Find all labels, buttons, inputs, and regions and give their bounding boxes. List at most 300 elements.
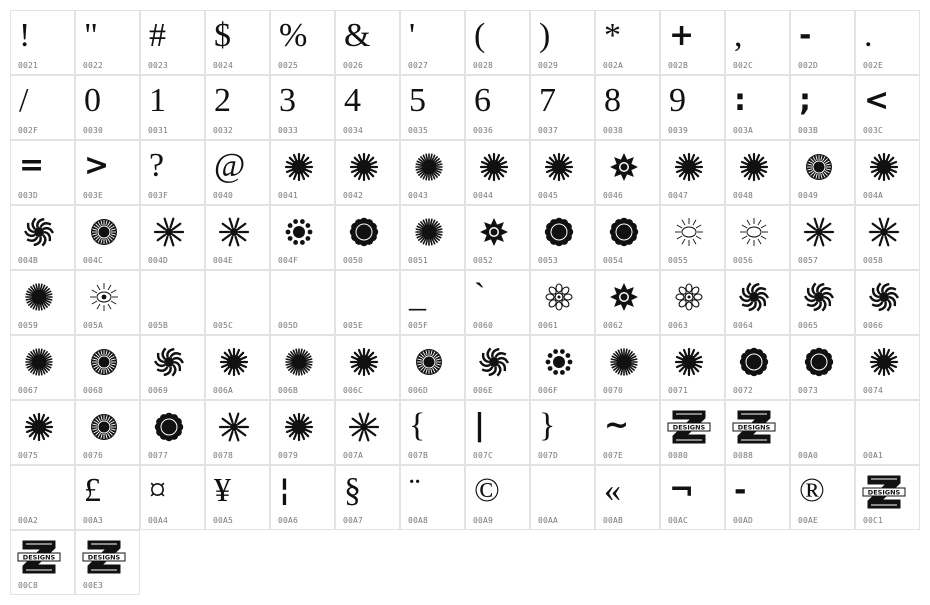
glyph-code-label: 005F	[408, 321, 429, 330]
glyph-code-label: 00AD	[733, 516, 754, 525]
glyph-cell	[335, 465, 400, 530]
glyph-character: `	[474, 277, 486, 314]
glyph-cell	[75, 270, 140, 335]
z-designs-logo	[862, 472, 906, 512]
glyph-character: =	[19, 148, 45, 183]
glyph-character: ~	[604, 408, 630, 443]
sun-eye-icon	[82, 277, 126, 317]
glyph-code-label: 00A9	[473, 516, 494, 525]
glyph-cell	[855, 270, 920, 335]
glyph-code-label: 0063	[668, 321, 689, 330]
glyph-code-label: 0055	[668, 256, 689, 265]
glyph-character: 9	[669, 82, 686, 119]
glyph-code-label: 003A	[733, 126, 754, 135]
glyph-character: (	[474, 17, 486, 54]
glyph-cell	[335, 335, 400, 400]
glyph-code-label: 0049	[798, 191, 819, 200]
glyph-code-label: 00A0	[798, 451, 819, 460]
glyph-character: *	[604, 17, 621, 54]
glyph-code-label: 006F	[538, 386, 559, 395]
glyph-code-label: 0043	[408, 191, 429, 200]
glyph-code-label: 002D	[798, 61, 819, 70]
glyph-cell	[205, 140, 270, 205]
glyph-character: _	[409, 277, 426, 314]
glyph-code-label: 004B	[18, 256, 39, 265]
glyph-code-label: 0029	[538, 61, 559, 70]
glyph-cell	[75, 465, 140, 530]
glyph-cell	[725, 75, 790, 140]
glyph-cell	[335, 400, 400, 465]
glyph-cell	[790, 270, 855, 335]
glyph-cell	[530, 335, 595, 400]
glyph-cell	[10, 400, 75, 465]
sun-swirl-icon	[732, 277, 776, 317]
sun-swirl-icon	[472, 342, 516, 382]
glyph-code-label: 00A8	[408, 516, 429, 525]
glyph-cell	[270, 205, 335, 270]
glyph-cell	[725, 10, 790, 75]
svg-text:DESIGNS: DESIGNS	[867, 488, 901, 497]
glyph-cell	[270, 465, 335, 530]
glyph-character: .	[864, 17, 873, 54]
glyph-code-label: 00C1	[863, 516, 884, 525]
glyph-cell	[855, 400, 920, 465]
glyph-code-label: 0075	[18, 451, 39, 460]
glyph-cell	[10, 75, 75, 140]
sun-swirl-icon	[147, 342, 191, 382]
glyph-code-label: 0050	[343, 256, 364, 265]
glyph-code-label: 0059	[18, 321, 39, 330]
glyph-code-label: 003F	[148, 191, 169, 200]
glyph-cell	[270, 270, 335, 335]
glyph-cell	[400, 400, 465, 465]
glyph-cell	[335, 205, 400, 270]
glyph-cell	[790, 205, 855, 270]
glyph-code-label: 0064	[733, 321, 754, 330]
glyph-character: +	[669, 18, 695, 53]
sun-thin-icon	[212, 407, 256, 447]
glyph-code-label: 003E	[83, 191, 104, 200]
glyph-character: {	[409, 407, 426, 444]
glyph-character: -	[799, 18, 812, 53]
glyph-code-label: 00E3	[83, 581, 104, 590]
glyph-character: ,	[734, 17, 743, 54]
glyph-character: !	[19, 17, 31, 54]
sun-spiky-icon	[277, 342, 321, 382]
glyph-code-label: 007B	[408, 451, 429, 460]
glyph-character: }	[539, 407, 556, 444]
glyph-cell	[530, 400, 595, 465]
glyph-character: ;	[799, 83, 811, 118]
sun-thin-icon	[147, 212, 191, 252]
glyph-cell	[595, 75, 660, 140]
glyph-cell	[530, 140, 595, 205]
glyph-character: |	[474, 408, 485, 443]
glyph-code-label: 00A3	[83, 516, 104, 525]
glyph-character: 5	[409, 82, 426, 119]
glyph-code-label: 0040	[213, 191, 234, 200]
sun-rays-icon	[342, 342, 386, 382]
glyph-code-label: 004A	[863, 191, 884, 200]
glyph-character: ©	[474, 472, 500, 509]
glyph-code-label: 0066	[863, 321, 884, 330]
glyph-cell	[660, 140, 725, 205]
glyph-code-label: 0069	[148, 386, 169, 395]
glyph-character: /	[19, 82, 29, 119]
sun-flower-icon	[82, 407, 126, 447]
svg-text:DESIGNS: DESIGNS	[22, 553, 56, 562]
glyph-cell	[205, 10, 270, 75]
glyph-code-label: 007A	[343, 451, 364, 460]
sun-spiky-icon	[17, 277, 61, 317]
glyph-code-label: 0065	[798, 321, 819, 330]
glyph-character: $	[214, 17, 231, 54]
z-designs-logo	[82, 537, 126, 577]
glyph-cell	[140, 140, 205, 205]
glyph-code-label: 006C	[343, 386, 364, 395]
glyph-cell	[75, 75, 140, 140]
sun-petal-icon	[602, 212, 646, 252]
glyph-cell	[75, 530, 140, 595]
glyph-character: %	[279, 17, 308, 54]
glyph-code-label: 0027	[408, 61, 429, 70]
glyph-character: 7	[539, 82, 556, 119]
glyph-character: 1	[149, 82, 166, 119]
glyph-code-label: 00AC	[668, 516, 689, 525]
glyph-character: >	[84, 148, 110, 183]
sun-flower-icon	[797, 147, 841, 187]
glyph-character: "	[84, 17, 98, 54]
glyph-cell	[530, 75, 595, 140]
glyph-character: &	[344, 17, 371, 54]
glyph-code-label: 004D	[148, 256, 169, 265]
glyph-code-label: 00A5	[213, 516, 234, 525]
glyph-cell	[270, 140, 335, 205]
glyph-cell	[465, 465, 530, 530]
glyph-cell	[660, 205, 725, 270]
glyph-cell	[400, 205, 465, 270]
glyph-code-label: 003B	[798, 126, 819, 135]
glyph-cell	[465, 10, 530, 75]
glyph-code-label: 0060	[473, 321, 494, 330]
glyph-character: ¬	[669, 473, 695, 508]
glyph-code-label: 0038	[603, 126, 624, 135]
glyph-character: @	[214, 147, 246, 184]
glyph-cell	[595, 400, 660, 465]
glyph-code-label: 002E	[863, 61, 884, 70]
sun-rays-icon	[277, 407, 321, 447]
glyph-cell	[725, 400, 790, 465]
glyph-code-label: 0070	[603, 386, 624, 395]
sun-rays-icon	[212, 342, 256, 382]
glyph-code-label: 0035	[408, 126, 429, 135]
glyph-character: §	[344, 472, 361, 509]
glyph-cell	[660, 75, 725, 140]
glyph-code-label: 00AE	[798, 516, 819, 525]
sun-rays-icon	[17, 407, 61, 447]
glyph-cell	[790, 400, 855, 465]
glyph-cell	[660, 465, 725, 530]
svg-text:DESIGNS: DESIGNS	[87, 553, 121, 562]
glyph-code-label: 00A6	[278, 516, 299, 525]
glyph-code-label: 0053	[538, 256, 559, 265]
glyph-code-label: 003D	[18, 191, 39, 200]
glyph-cell	[595, 270, 660, 335]
glyph-code-label: 00A4	[148, 516, 169, 525]
glyph-cell	[530, 10, 595, 75]
glyph-character: 4	[344, 82, 361, 119]
glyph-character: £	[84, 472, 101, 509]
glyph-character: #	[149, 17, 166, 54]
glyph-cell	[270, 10, 335, 75]
glyph-cell	[530, 465, 595, 530]
glyph-cell	[725, 205, 790, 270]
glyph-cell	[75, 140, 140, 205]
glyph-code-label: 002B	[668, 61, 689, 70]
glyph-code-label: 003C	[863, 126, 884, 135]
glyph-character: ¦	[279, 473, 290, 508]
glyph-code-label: 0048	[733, 191, 754, 200]
glyph-cell	[400, 75, 465, 140]
glyph-code-label: 0058	[863, 256, 884, 265]
glyph-code-label: 006B	[278, 386, 299, 395]
glyph-code-label: 0045	[538, 191, 559, 200]
glyph-cell	[465, 270, 530, 335]
glyph-code-label: 006E	[473, 386, 494, 395]
flower-outline-icon	[667, 277, 711, 317]
glyph-code-label: 007E	[603, 451, 624, 460]
sun-spiky-icon	[407, 147, 451, 187]
glyph-code-label: 0062	[603, 321, 624, 330]
glyph-cell	[205, 270, 270, 335]
sun-star-icon	[602, 277, 646, 317]
sun-spiky-icon	[407, 212, 451, 252]
glyph-cell	[660, 10, 725, 75]
glyph-code-label: 0021	[18, 61, 39, 70]
glyph-code-label: 0046	[603, 191, 624, 200]
glyph-cell	[75, 10, 140, 75]
glyph-cell	[725, 270, 790, 335]
glyph-cell	[725, 335, 790, 400]
glyph-character: ¨	[409, 472, 421, 509]
glyph-code-label: 00A7	[343, 516, 364, 525]
glyph-cell	[205, 75, 270, 140]
glyph-cell	[205, 400, 270, 465]
glyph-code-label: 0031	[148, 126, 169, 135]
glyph-cell	[855, 10, 920, 75]
glyph-cell	[465, 75, 530, 140]
glyph-cell	[10, 335, 75, 400]
sun-thin-icon	[797, 212, 841, 252]
z-designs-logo	[667, 407, 711, 447]
glyph-cell	[595, 465, 660, 530]
glyph-cell	[75, 205, 140, 270]
sun-petal-icon	[147, 407, 191, 447]
glyph-code-label: 0032	[213, 126, 234, 135]
glyph-cell	[335, 140, 400, 205]
glyph-code-label: 0054	[603, 256, 624, 265]
glyph-code-label: 0023	[148, 61, 169, 70]
glyph-character: 3	[279, 82, 296, 119]
glyph-code-label: 005D	[278, 321, 299, 330]
glyph-cell	[205, 465, 270, 530]
glyph-code-label: 0037	[538, 126, 559, 135]
glyph-cell	[400, 270, 465, 335]
glyph-cell	[465, 140, 530, 205]
glyph-cell	[530, 205, 595, 270]
glyph-cell	[790, 140, 855, 205]
glyph-cell	[595, 205, 660, 270]
glyph-code-label: 00A2	[18, 516, 39, 525]
glyph-cell	[400, 140, 465, 205]
glyph-cell	[855, 140, 920, 205]
glyph-cell	[10, 530, 75, 595]
glyph-code-label: 002A	[603, 61, 624, 70]
glyph-code-label: 007C	[473, 451, 494, 460]
sun-dots-icon	[277, 212, 321, 252]
glyph-cell	[595, 140, 660, 205]
glyph-code-label: 0057	[798, 256, 819, 265]
glyph-character: -	[734, 473, 747, 508]
glyph-character: ¤	[149, 472, 166, 509]
glyph-character: ?	[149, 147, 165, 184]
glyph-character: ¥	[214, 472, 231, 509]
sun-rays-icon	[472, 147, 516, 187]
glyph-cell	[140, 335, 205, 400]
glyph-code-label: 0042	[343, 191, 364, 200]
sun-spiky-icon	[602, 342, 646, 382]
glyph-code-label: 0030	[83, 126, 104, 135]
glyph-cell	[140, 465, 205, 530]
glyph-character: )	[539, 17, 551, 54]
glyph-code-label: 005C	[213, 321, 234, 330]
glyph-code-label: 006D	[408, 386, 429, 395]
glyph-code-label: 0071	[668, 386, 689, 395]
glyph-code-label: 002F	[18, 126, 39, 135]
glyph-code-label: 0073	[798, 386, 819, 395]
glyph-cell	[270, 400, 335, 465]
glyph-cell	[595, 335, 660, 400]
glyph-cell	[465, 400, 530, 465]
glyph-code-label: 0036	[473, 126, 494, 135]
glyph-cell	[465, 335, 530, 400]
sun-rays-icon	[277, 147, 321, 187]
svg-text:DESIGNS: DESIGNS	[672, 423, 706, 432]
sun-swirl-icon	[862, 277, 906, 317]
glyph-code-label: 0079	[278, 451, 299, 460]
glyph-code-label: 0074	[863, 386, 884, 395]
glyph-code-label: 0067	[18, 386, 39, 395]
glyph-character: 8	[604, 82, 621, 119]
glyph-character: '	[409, 17, 416, 54]
glyph-character: 0	[84, 82, 101, 119]
glyph-code-label: 0044	[473, 191, 494, 200]
glyph-cell	[790, 75, 855, 140]
sun-rays-icon	[537, 147, 581, 187]
glyph-code-label: 00AA	[538, 516, 559, 525]
glyph-character: <	[864, 83, 890, 118]
glyph-code-label: 0076	[83, 451, 104, 460]
svg-text:DESIGNS: DESIGNS	[737, 423, 771, 432]
glyph-cell	[855, 205, 920, 270]
sun-star-icon	[472, 212, 516, 252]
glyph-code-label: 0068	[83, 386, 104, 395]
sun-rays-icon	[342, 147, 386, 187]
glyph-code-label: 002C	[733, 61, 754, 70]
glyph-cell	[75, 335, 140, 400]
glyph-code-label: 0041	[278, 191, 299, 200]
glyph-code-label: 00C8	[18, 581, 39, 590]
glyph-code-label: 007D	[538, 451, 559, 460]
sun-rays-icon	[667, 147, 711, 187]
glyph-cell	[790, 10, 855, 75]
glyph-cell	[595, 10, 660, 75]
glyph-code-label: 0056	[733, 256, 754, 265]
glyph-code-label: 0061	[538, 321, 559, 330]
glyph-cell	[660, 335, 725, 400]
glyph-code-label: 0052	[473, 256, 494, 265]
z-designs-logo	[732, 407, 776, 447]
glyph-code-label: 0077	[148, 451, 169, 460]
sun-spiky-icon	[17, 342, 61, 382]
glyph-cell	[75, 400, 140, 465]
glyph-cell	[660, 400, 725, 465]
glyph-code-label: 0028	[473, 61, 494, 70]
glyph-character: :	[734, 83, 746, 118]
glyph-cell	[335, 270, 400, 335]
sun-petal-icon	[797, 342, 841, 382]
glyph-code-label: 0051	[408, 256, 429, 265]
glyph-cell	[400, 10, 465, 75]
glyph-code-label: 00AB	[603, 516, 624, 525]
glyph-cell	[855, 75, 920, 140]
glyph-cell	[10, 465, 75, 530]
glyph-code-label: 004F	[278, 256, 299, 265]
glyph-cell	[10, 140, 75, 205]
sun-flower-icon	[407, 342, 451, 382]
glyph-code-label: 0080	[668, 451, 689, 460]
glyph-cell	[10, 10, 75, 75]
sun-flower-icon	[82, 342, 126, 382]
glyph-character: 6	[474, 82, 491, 119]
sun-thin-icon	[862, 212, 906, 252]
glyph-cell	[140, 75, 205, 140]
glyph-code-label: 006A	[213, 386, 234, 395]
glyph-cell	[790, 335, 855, 400]
glyph-cell	[530, 270, 595, 335]
sun-swirl-icon	[797, 277, 841, 317]
sun-rays-icon	[732, 147, 776, 187]
glyph-cell	[205, 205, 270, 270]
glyph-cell	[10, 270, 75, 335]
sun-dots-icon	[537, 342, 581, 382]
glyph-cell	[140, 10, 205, 75]
glyph-cell	[465, 205, 530, 270]
sun-thin-icon	[342, 407, 386, 447]
glyph-cell	[335, 10, 400, 75]
glyph-code-label: 005A	[83, 321, 104, 330]
glyph-cell	[140, 205, 205, 270]
glyph-cell	[270, 75, 335, 140]
flower-outline-icon	[537, 277, 581, 317]
sun-star-icon	[602, 147, 646, 187]
glyph-code-label: 0022	[83, 61, 104, 70]
glyph-cell	[400, 335, 465, 400]
sun-petal-icon	[342, 212, 386, 252]
glyph-cell	[660, 270, 725, 335]
glyph-code-label: 0034	[343, 126, 364, 135]
sun-petal-icon	[537, 212, 581, 252]
